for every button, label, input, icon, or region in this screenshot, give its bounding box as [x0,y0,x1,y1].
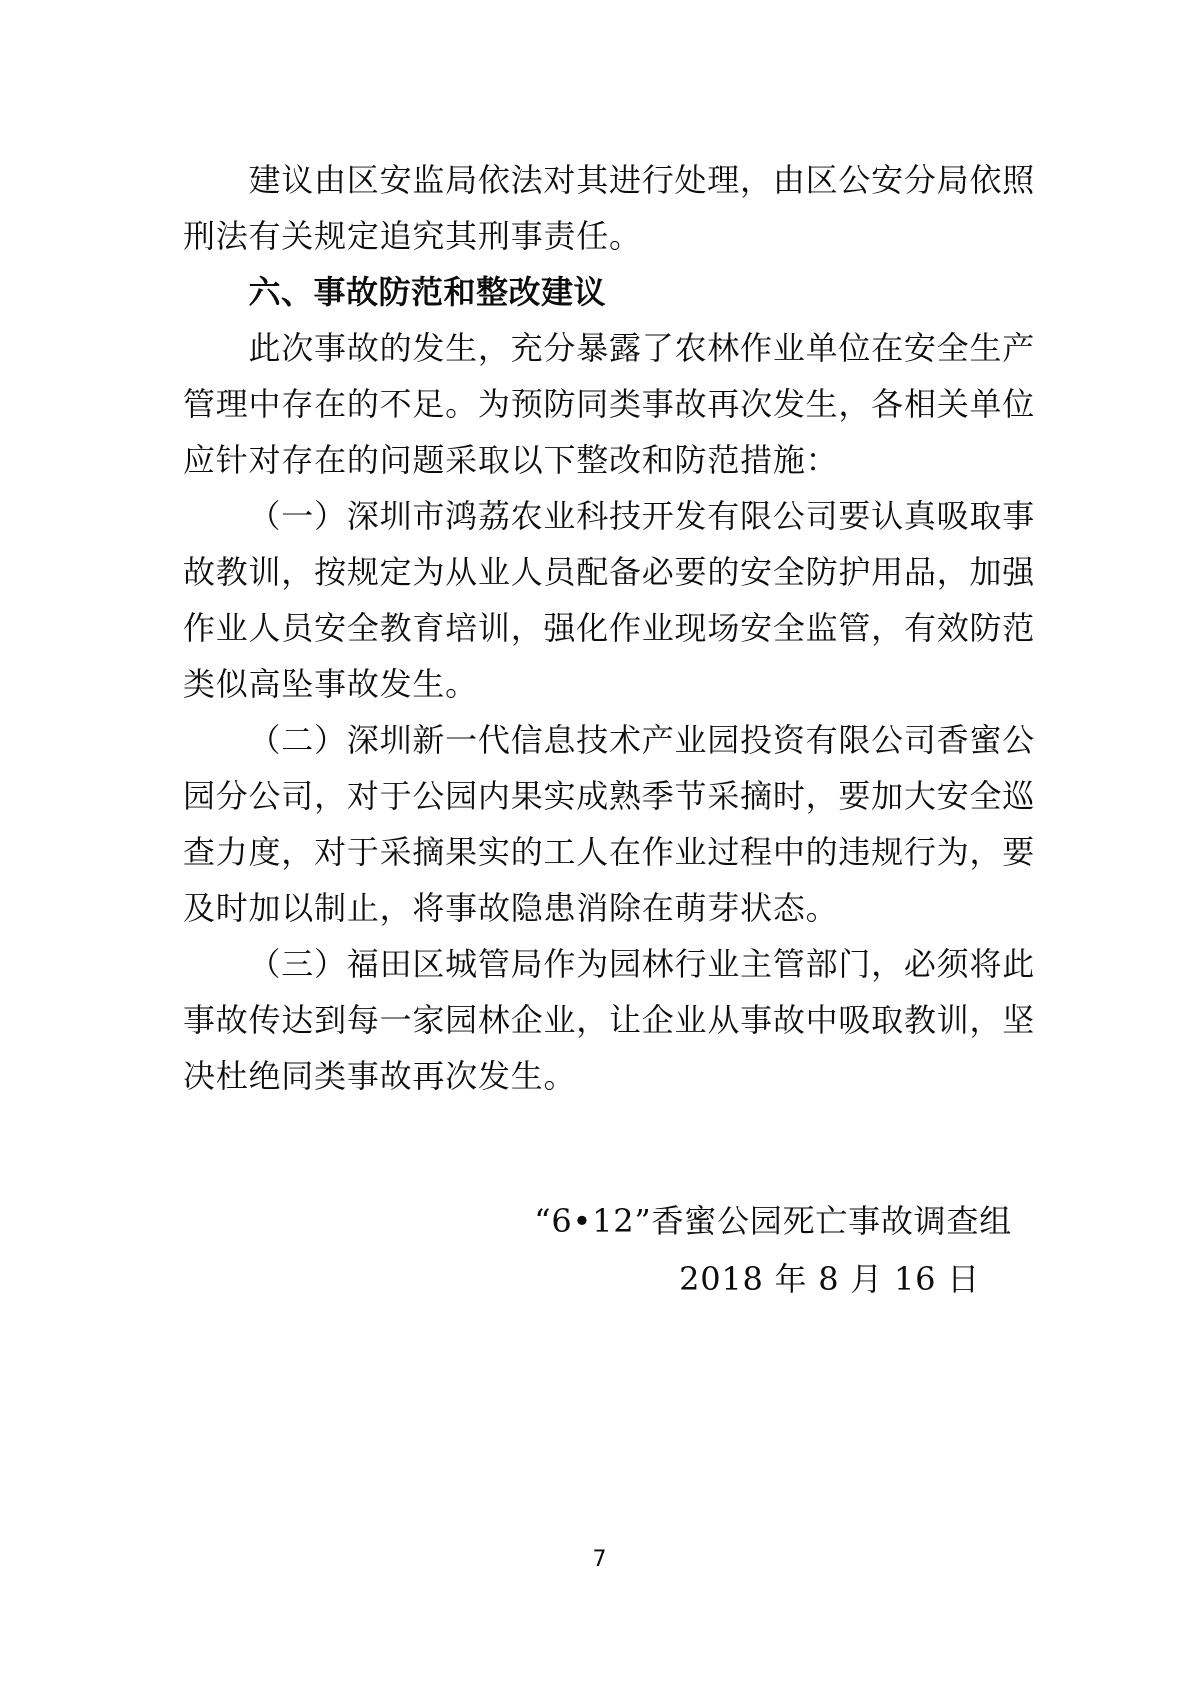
signature-date: 2018 年 8 月 16 日 [679,1260,980,1298]
paragraph-measure-2: （二）深圳新一代信息技术产业园投资有限公司香蜜公园分公司，对于公园内果实成熟季节采摘时，要加大安全巡查力度，对于采摘果实的工人在作业过程中的违规行为，要及时加以制止，将事故隐患消除在萌芽状态。 [183,721,1036,927]
paragraph-penalty-recommendation: 建议由区安监局依法对其进行处理，由区公安分局依照刑法有关规定追究其刑事责任。 [183,161,1035,255]
paragraph-measure-3: （三）福田区城管局作为园林行业主管部门，必须将此事故传达到每一家园林企业，让企业从事故中吸取教训，坚决杜绝同类事故再次发生。 [183,945,1036,1095]
paragraph-measure-1: （一）深圳市鸿荔农业科技开发有限公司要认真吸取事故教训，按规定为从业人员配备必要的安全防护用品，加强作业人员安全教育培训，强化作业现场安全监管，有效防范类似高坠事故发生。 [183,497,1036,703]
page-number: 7 [592,1547,607,1572]
signature-investigation-team: “6•12”香蜜公园死亡事故调查组 [534,1202,1012,1240]
document-body [183,152,1039,1104]
section-heading-prevention-suggestions: 六、事故防范和整改建议 [248,273,607,311]
signature-block [534,1192,1012,1308]
paragraph-intro-measures: 此次事故的发生，充分暴露了农林作业单位在安全生产管理中存在的不足。为预防同类事故再次发生，各相关单位应针对存在的问题采取以下整改和防范措施： [183,329,1036,479]
